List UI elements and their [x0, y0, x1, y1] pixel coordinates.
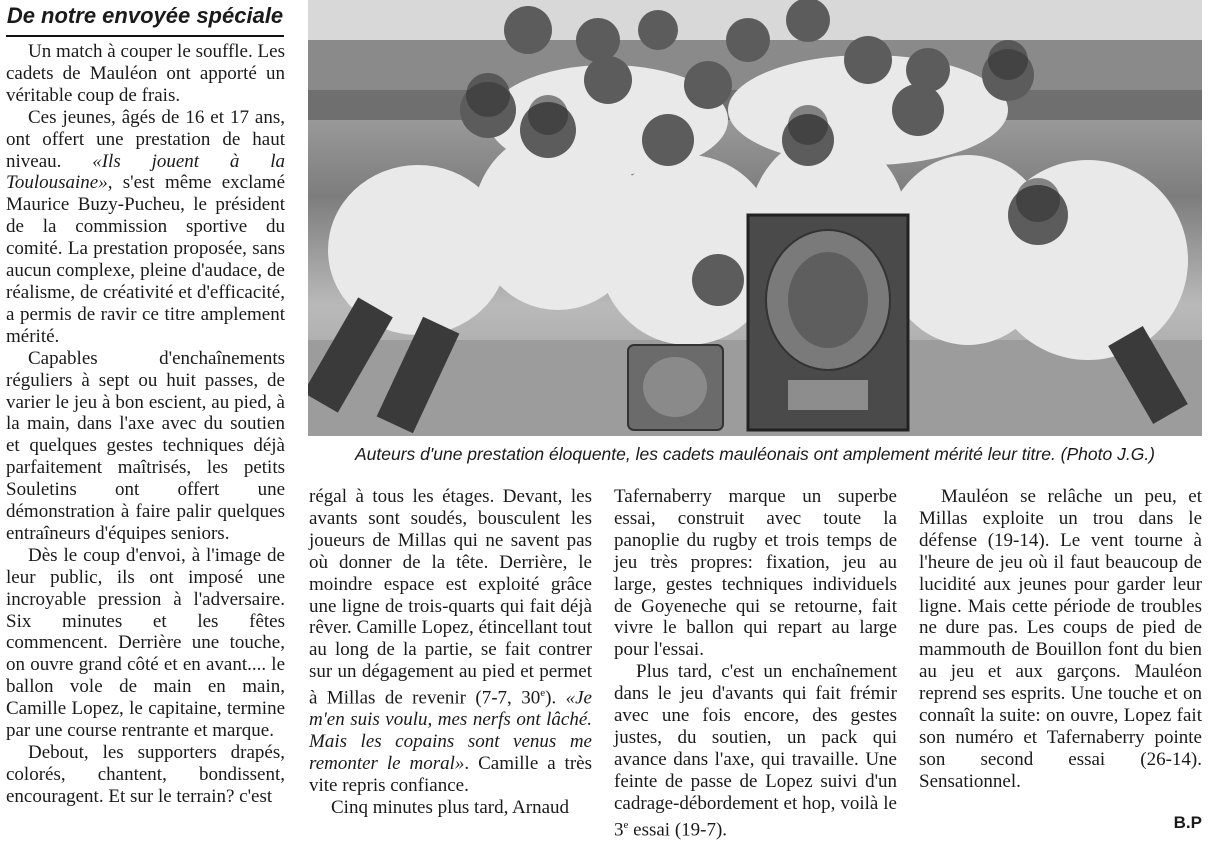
paragraph: Capables d'enchaînements réguliers à sept ou huit passes, de varier le jeu à bon escient, au pied, à la main, dans l'axe avec du soutien et quelques gestes techniques déjà parfaitement maîtrisés, les petits Souletins ont offert une démonstration à faire palir quelques entraîneurs d'équipes seniors.: [6, 347, 285, 544]
kicker: De notre envoyée spéciale: [6, 3, 284, 28]
paragraph: Tafernaberry marque un superbe essai, construit avec toute la panoplie du rugby et trois temps de jeu très propres: fixation, jeu au large, gestes techniques individuels de Goyeneche qui se retourne, fait vivre le ballon qui repart au large pour l'essai.: [614, 486, 897, 661]
column-1: [6, 41, 285, 808]
paragraph: Ces jeunes, âgés de 16 et 17 ans, ont offert une prestation de haut niveau. «Ils jouent à la Toulousaine», s'est même exclamé Maurice Buzy-Pucheu, le président de la commission sportive du comité. La prestation proposée, sans aucun complexe, pleine d'audace, de réalisme, de créativité et d'efficacité, a permis de ravir ce titre amplement mérité.: [6, 106, 285, 347]
column-2: [309, 486, 592, 819]
column-4: [919, 486, 1202, 793]
paragraph: Un match à couper le souffle. Les cadets de Mauléon ont apporté un véritable coup de frais.: [6, 41, 285, 106]
photo-caption: Auteurs d'une prestation éloquente, les cadets mauléonais ont amplement mérité leur titre. (Photo J.G.): [354, 444, 1156, 464]
paragraph: Plus tard, c'est un enchaînement dans le jeu d'avants qui fait frémir avec une fois encore, des gestes justes, du soutien, un pack qui avance dans l'axe, qui travaille. Une feinte de passe de Lopez suivi d'un cadrage-débordement et hop, voilà le 3e essai (19-7).: [614, 661, 897, 840]
author-signature: B.P: [1173, 813, 1202, 832]
quote: «Je m'en suis voulu, mes nerfs ont lâché. Mais les copains sont venus me remonter le moral»: [309, 687, 592, 775]
paragraph: Dès le coup d'envoi, à l'image de leur public, ils ont imposé une incroyable pression à l'adversaire. Six minutes et les fêtes commencent. Derrière une touche, on ouvre grand côté et en avant.... le ballon vole de main en main, Camille Lopez, le capitaine, termine par une course rentrante et marque.: [6, 544, 285, 742]
paragraph: Debout, les supporters drapés, colorés, chantent, bondissent, encouragent. Et sur le terrain? c'est: [6, 742, 285, 807]
paragraph: régal à tous les étages. Devant, les avants sont soudés, bousculent les joueurs de Millas qui ne savent pas où donner de la tête. Derrière, le moindre espace est exploité grâce une ligne de trois-quarts qui fait déjà rêver. Camille Lopez, étincellant tout au long de la partie, se fait contrer sur un dégagement au pied et permet à Millas de revenir (7-7, 30e). «Je m'en suis voulu, mes nerfs ont lâché. Mais les copains sont venus me remonter le moral». Camille a très vite repris confiance.: [309, 486, 592, 797]
team-photo: [308, 0, 1202, 436]
quote: «Ils jouent à la Toulousaine»: [6, 150, 285, 194]
column-3: [614, 486, 897, 841]
paragraph: Cinq minutes plus tard, Arnaud: [331, 797, 570, 819]
paragraph: Mauléon se relâche un peu, et Millas exploite un trou dans le défense (19-14). Le vent tourne à l'heure de jeu où il faut beaucoup de lucidité aux jeunes pour garder leur ligne. Mais cette période de troubles ne dure pas. Les coups de pied de mammouth de Bouillon font du bien au jeu et aux garçons. Mauléon reprend ses esprits. Une touche et on connaît la suite: on ouvre, Lopez fait son numéro et Tafernaberry pointe son second essai (26-14). Sensationnel.: [919, 486, 1202, 792]
kicker-rule: [6, 35, 284, 37]
